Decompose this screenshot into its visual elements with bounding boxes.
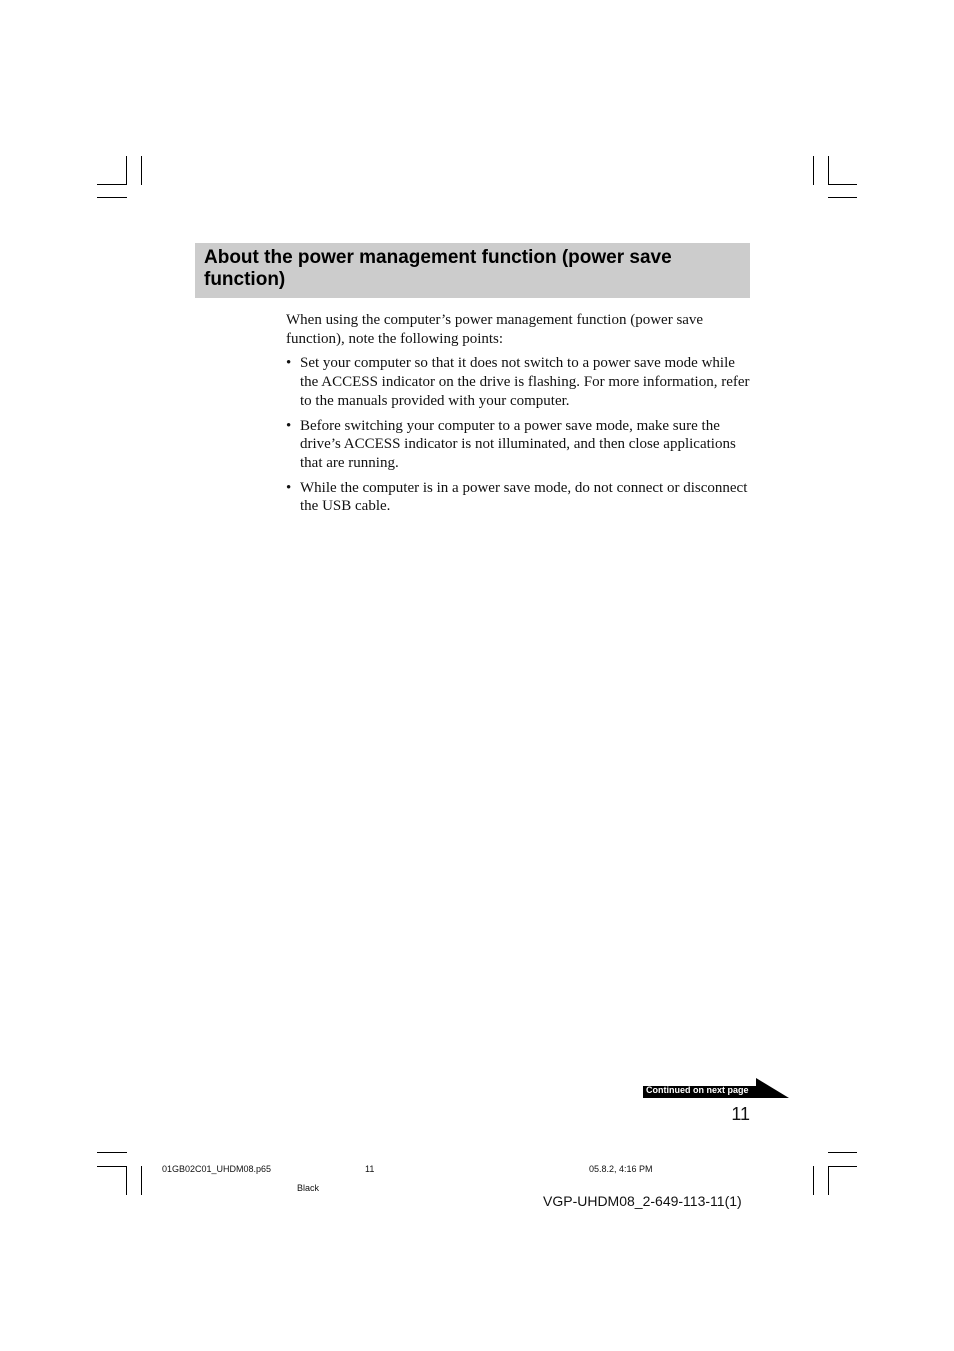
- list-item: [286, 354, 752, 410]
- crop-mark: [813, 1166, 814, 1195]
- list-item-text: Set your computer so that it does not switch to a power save mode while the ACCESS indicator on the drive is flashing. For more information, refer to the manuals provided with your computer.: [300, 355, 750, 409]
- crop-mark: [97, 1166, 127, 1167]
- crop-mark: [97, 1152, 127, 1153]
- list-item-text: Before switching your computer to a power save mode, make sure the drive’s ACCESS indicator is not illuminated, and then close applications that are running.: [300, 417, 736, 471]
- crop-mark: [828, 1166, 857, 1167]
- crop-mark: [828, 1166, 829, 1195]
- crop-mark: [141, 156, 142, 185]
- crop-mark: [141, 1166, 142, 1195]
- bullet-icon: •: [286, 479, 292, 496]
- bullet-icon: •: [286, 417, 292, 434]
- footer-file-name: 01GB02C01_UHDM08.p65: [162, 1164, 272, 1174]
- crop-mark: [813, 156, 814, 185]
- body-text: [286, 311, 752, 522]
- intro-paragraph: When using the computer’s power management function (power save function), note the following points:: [286, 312, 704, 347]
- crop-mark: [828, 1152, 857, 1153]
- list-item: [286, 417, 752, 473]
- crop-mark: [126, 1166, 127, 1195]
- bullet-list: [286, 354, 752, 516]
- footer-model-code: VGP-UHDM08_2-649-113-11(1): [543, 1193, 742, 1209]
- crop-mark: [97, 197, 127, 198]
- crop-mark: [828, 197, 857, 198]
- list-item: [286, 479, 752, 516]
- crop-mark: [97, 184, 127, 185]
- continued-label: Continued on next page: [646, 1085, 749, 1095]
- footer-timestamp: 05.8.2, 4:16 PM: [589, 1164, 653, 1174]
- crop-mark: [126, 156, 127, 185]
- list-item-text: While the computer is in a power save mode, do not connect or disconnect the USB cable.: [300, 479, 748, 515]
- continued-tab: [643, 1078, 789, 1098]
- footer-color-plate: Black: [297, 1183, 320, 1193]
- section-heading: About the power management function (power save function): [204, 247, 672, 290]
- bullet-icon: •: [286, 355, 292, 372]
- footer-file-page: 11: [365, 1164, 375, 1174]
- crop-mark: [828, 156, 829, 185]
- page-number: 11: [731, 1104, 750, 1124]
- section-heading-box: [195, 243, 750, 298]
- crop-mark: [828, 184, 857, 185]
